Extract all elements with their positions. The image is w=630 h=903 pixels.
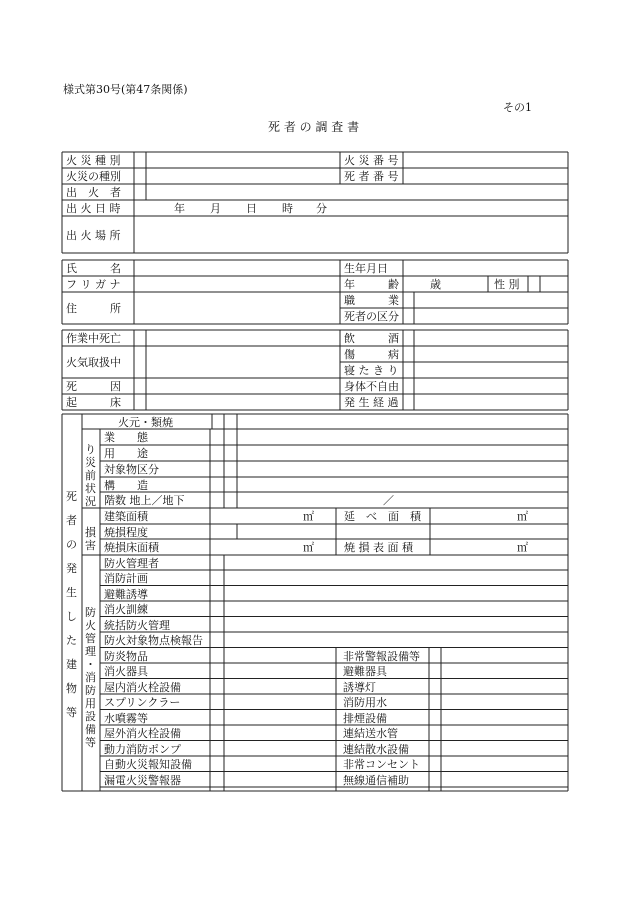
item-sprinkler: スプリンクラー (104, 696, 181, 709)
label-course: 発 生 経 過 (344, 396, 399, 409)
item-inspection-report: 防火対象物点検報告 (104, 634, 203, 647)
label-furigana: フ リ ガ ナ (66, 278, 121, 291)
label-fire-type: 火 災 種 別 (66, 154, 121, 167)
form-number: 様式第30号(第47条関係) (63, 83, 188, 96)
item-standpipe: 連結送水管 (343, 727, 398, 740)
label-sex: 性 別 (494, 278, 520, 291)
label-rising: 起 床 (66, 396, 121, 409)
label-cause: 死 因 (66, 380, 121, 393)
label-name: 氏 名 (66, 262, 121, 275)
label-disabled: 身体不自由 (344, 380, 399, 393)
label-total-floor-area: 延 べ 面 積 (344, 510, 421, 523)
form-part: その1 (503, 101, 532, 114)
label-handling-fire: 火気取扱中 (66, 356, 121, 369)
item-fire-drill: 消火訓練 (104, 603, 148, 616)
label-fire-place: 出 火 場 所 (66, 229, 121, 242)
item-indoor-hydrant: 屋内消火栓設備 (104, 681, 181, 694)
label-use: 用 途 (104, 447, 148, 460)
label-bedridden: 寝 た き り (344, 364, 399, 377)
age-unit: 歳 (430, 278, 441, 291)
label-drinking: 飲 酒 (344, 332, 399, 345)
item-flameproof-goods: 防炎物品 (104, 650, 148, 663)
label-fire-datetime: 出 火 日 時 (66, 202, 121, 215)
label-age: 年 齢 (344, 278, 399, 291)
item-sprinkler-connection: 連結散水設備 (343, 743, 409, 756)
item-auto-fire-alarm: 自動火災報知設備 (104, 758, 192, 771)
item-emergency-outlet: 非常コンセント (343, 758, 420, 771)
date-unit-minute: 分 (316, 202, 327, 215)
date-unit-month: 月 (210, 202, 221, 215)
item-outdoor-hydrant: 屋外消火栓設備 (104, 727, 181, 740)
label-business: 業 態 (104, 431, 148, 444)
label-birthdate: 生年月日 (344, 262, 388, 275)
date-unit-hour: 時 (282, 202, 293, 215)
date-unit-day: 日 (246, 202, 257, 215)
item-water-spray: 水噴霧等 (104, 712, 148, 725)
item-power-pump: 動力消防ポンプ (104, 743, 181, 756)
unit-burnt-floor-area: ㎡ (303, 541, 314, 554)
damage-label: 損 害 (85, 526, 96, 552)
label-burnt-floor-area: 焼損床面積 (104, 541, 159, 554)
unit-building-area: ㎡ (303, 510, 314, 523)
item-fire-manager: 防火管理者 (104, 557, 159, 570)
item-fire-water: 消防用水 (343, 696, 387, 709)
label-building-area: 建築面積 (104, 510, 148, 523)
label-fire-kind: 火災の種別 (66, 170, 121, 183)
label-structure: 構 造 (104, 479, 148, 492)
label-illness: 傷 病 (344, 348, 399, 361)
item-fire-plan: 消防計画 (104, 572, 148, 585)
label-occupation: 職 業 (344, 294, 399, 307)
label-target-category: 対象物区分 (104, 463, 159, 476)
label-working: 作業中死亡 (66, 332, 121, 345)
item-evacuation-equipment: 避難器具 (343, 665, 387, 678)
item-extinguisher: 消火器具 (104, 665, 148, 678)
label-damage-degree: 焼損程度 (104, 526, 148, 539)
item-general-fire-management: 統括防火管理 (104, 619, 170, 632)
fireprev-label: 防 火 管 理 ・ 消 防 用 設 備 等 (85, 606, 96, 749)
item-evacuation-guidance: 避難誘導 (104, 588, 148, 601)
item-leakage-alarm: 漏電火災警報器 (104, 774, 181, 787)
label-fire-person: 出 火 者 (66, 186, 121, 199)
item-emergency-alarm: 非常警報設備等 (343, 650, 420, 663)
label-category: 死者の区分 (344, 310, 399, 323)
label-floors: 階数 地上／地下 (104, 494, 185, 507)
unit-total-floor-area: ㎡ (517, 510, 528, 523)
item-smoke-exhaust: 排煙設備 (343, 712, 387, 725)
label-address: 住 所 (66, 302, 121, 315)
prefire-label: り 災 前 状 況 (85, 443, 96, 508)
item-radio-aid: 無線通信補助 (343, 774, 409, 787)
outer-label: 死 者 の 発 生 し た 建 物 等 (66, 490, 77, 719)
unit-burnt-surface-area: ㎡ (517, 541, 528, 554)
label-fire-source: 火元・類焼 (118, 416, 173, 429)
label-fire-number: 火 災 番 号 (344, 154, 399, 167)
label-burnt-surface-area: 焼 損 表 面 積 (344, 541, 413, 554)
page-title: 死 者 の 調 査 書 (268, 120, 360, 134)
label-dead-number: 死 者 番 号 (344, 170, 399, 183)
date-unit-year: 年 (174, 202, 185, 215)
floors-slash: ／ (383, 494, 394, 507)
item-guide-light: 誘導灯 (343, 681, 376, 694)
